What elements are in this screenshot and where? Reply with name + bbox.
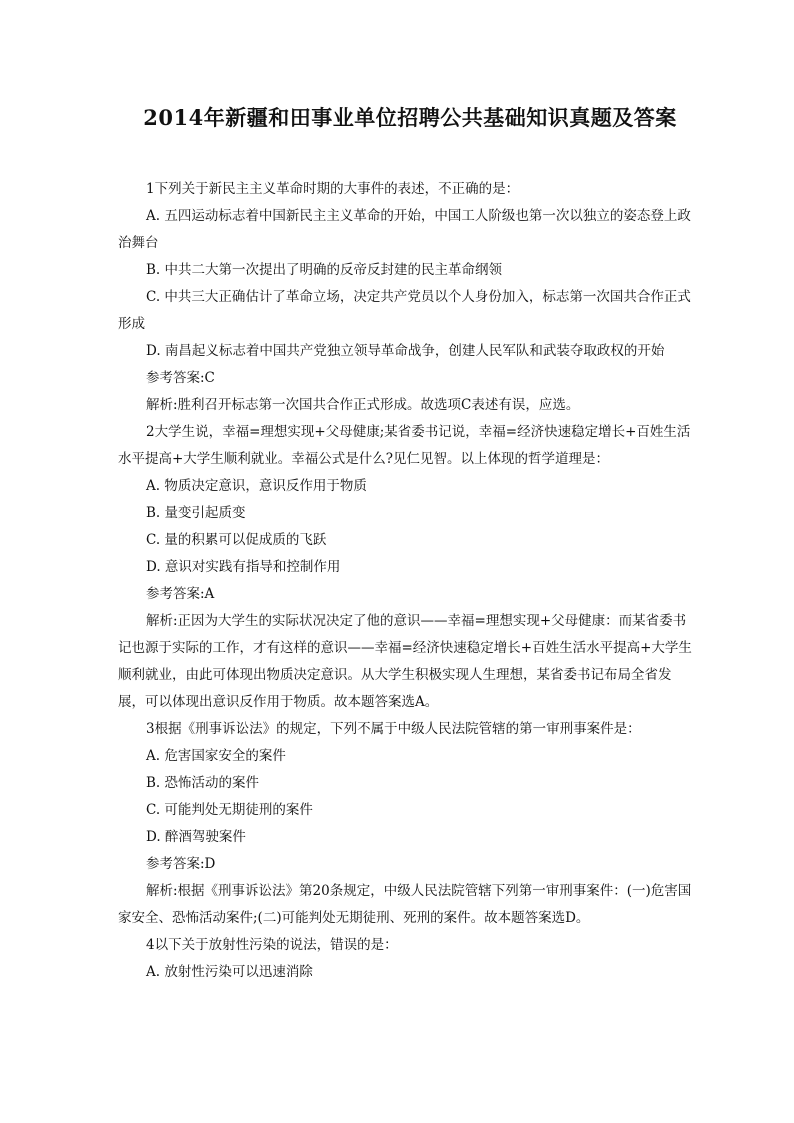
- question-1-stem: 1下列关于新民主主义革命时期的大事件的表述，不正确的是：: [146, 181, 520, 197]
- question-1-option-c: C. 中共三大正确估计了革命立场，决定共产党员以个人身份加入，标志第一次国共合作正式形成: [118, 289, 691, 332]
- question-3-explanation: 解析:根据《刑事诉讼法》第20条规定，中级人民法院管辖下列第一审刑事案件：(一)危害国家安全、恐怖活动案件;(二)可能判处无期徒刑、死刑的案件。故本题答案选D。: [118, 883, 692, 926]
- question-3-option-d: D. 醉酒驾驶案件: [146, 829, 246, 845]
- question-2-option-a: A. 物质决定意识，意识反作用于物质: [146, 478, 367, 494]
- question-3-option-a: A. 危害国家安全的案件: [146, 748, 286, 764]
- question-3-option-c: C. 可能判处无期徒刑的案件: [146, 802, 313, 818]
- question-2-option-c: C. 量的积累可以促成质的飞跃: [146, 532, 327, 548]
- document-title: 2014年新疆和田事业单位招聘公共基础知识真题及答案: [143, 105, 677, 130]
- question-3-stem: 3根据《刑事诉讼法》的规定，下列不属于中级人民法院管辖的第一审刑事案件是：: [146, 721, 641, 737]
- question-2-option-b: B. 量变引起质变: [146, 505, 246, 521]
- document-body: [118, 176, 698, 986]
- question-2-option-d: D. 意识对实践有指导和控制作用: [146, 559, 341, 575]
- question-3-answer: 参考答案:D: [146, 856, 216, 872]
- question-4-option-a: A. 放射性污染可以迅速消除: [146, 964, 313, 980]
- question-2-explanation: 解析:正因为大学生的实际状况决定了他的意识——幸福=理想实现+父母健康：而某省委书记也源于实际的工作，才有这样的意识——幸福=经济快速稳定增长+百姓生活水平提高+大学生顺利就业，由此可体现出物质决定意识。从大学生积极实现人生理想，某省委书记布局全省发展，可以体现出意识反作用于物质。故本题答案选A。: [118, 613, 692, 710]
- question-1-explanation: 解析:胜利召开标志第一次国共合作正式形成。故选项C表述有误，应选。: [146, 397, 580, 413]
- question-4-stem: 4以下关于放射性污染的说法，错误的是：: [146, 937, 398, 953]
- question-1-option-a: A. 五四运动标志着中国新民主主义革命的开始，中国工人阶级也第一次以独立的姿态登上政治舞台: [118, 208, 691, 251]
- question-2-stem: 2大学生说，幸福=理想实现+父母健康;某省委书记说，幸福=经济快速稳定增长+百姓生活水平提高+大学生顺利就业。幸福公式是什么?见仁见智。以上体现的哲学道理是：: [118, 424, 691, 467]
- question-2-answer: 参考答案:A: [146, 586, 215, 602]
- question-3-option-b: B. 恐怖活动的案件: [146, 775, 260, 791]
- question-1-answer: 参考答案:C: [146, 370, 215, 386]
- question-1-option-b: B. 中共二大第一次提出了明确的反帝反封建的民主革命纲领: [146, 262, 503, 278]
- question-1-option-d: D. 南昌起义标志着中国共产党独立领导革命战争，创建人民军队和武装夺取政权的开始: [146, 343, 665, 359]
